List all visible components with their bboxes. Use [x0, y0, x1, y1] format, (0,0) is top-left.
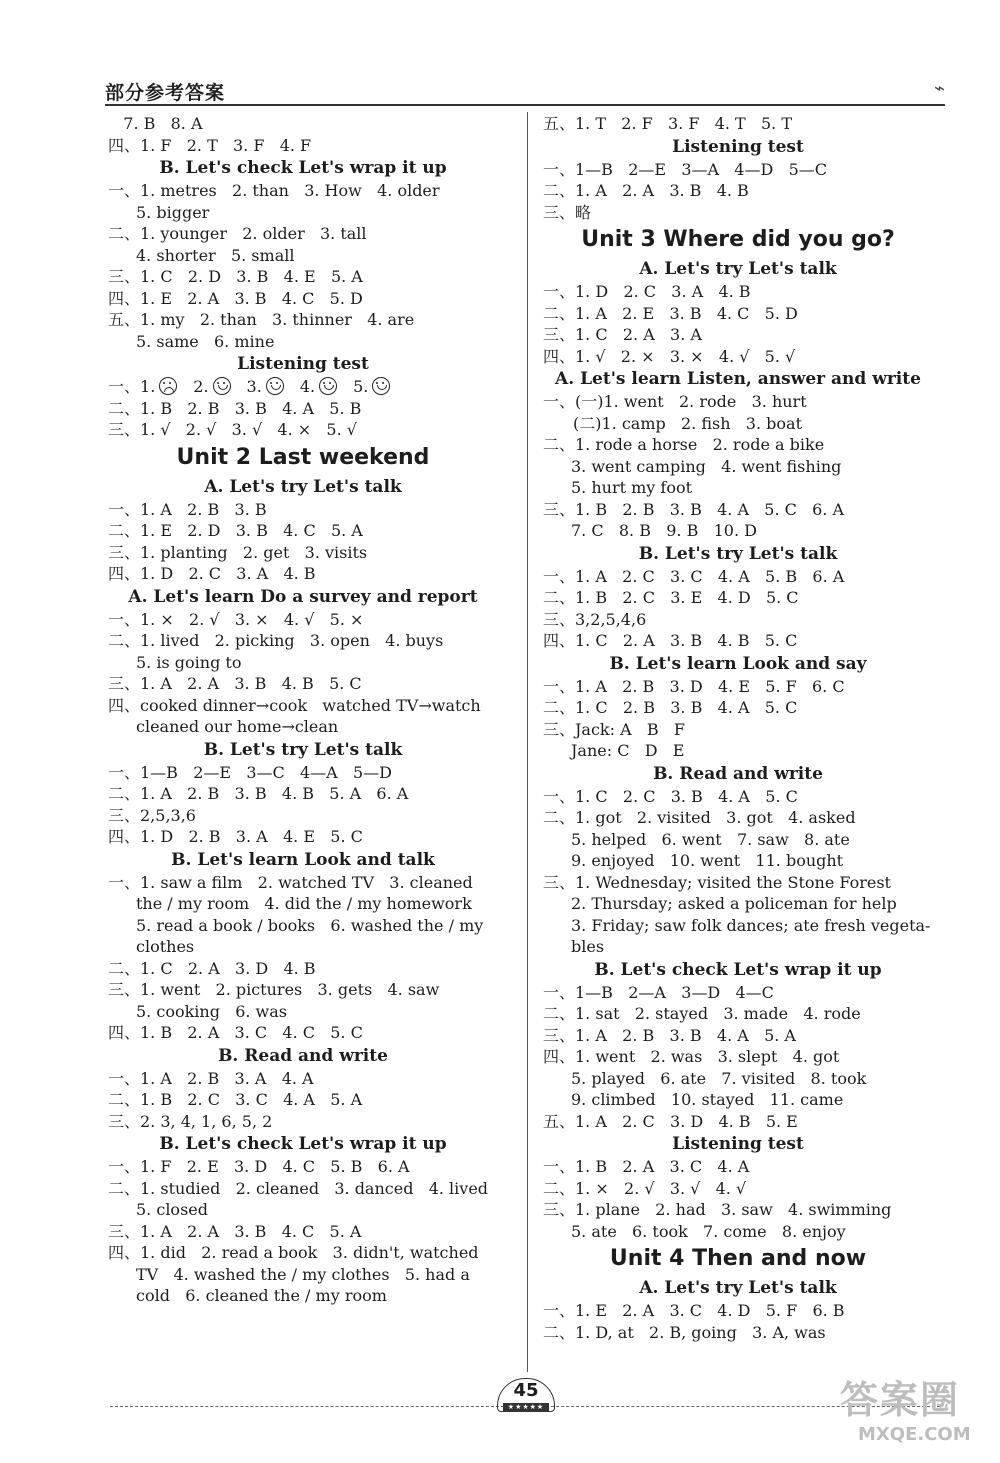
answer-line: 9. enjoyed 10. went 11. bought	[571, 851, 844, 870]
answer-line: 二、1. A 2. E 3. B 4. C 5. D	[543, 303, 798, 323]
answer-line: 五、1. my 2. than 3. thinner 4. are	[108, 310, 415, 329]
answer-line: 三、1. Wednesday; visited the Stone Forest	[543, 872, 891, 892]
answer-line: 二、1. younger 2. older 3. tall	[108, 224, 367, 243]
answer-line: 三、3,2,5,4,6	[543, 609, 647, 629]
section-heading: B. Let's check Let's wrap it up	[594, 959, 882, 980]
answer-line: 二、1. A 2. A 3. B 4. B	[543, 181, 749, 200]
answer-line: 三、1. went 2. pictures 3. gets 4. saw	[108, 980, 440, 999]
section-heading: A. Let's learn Do a survey and report	[128, 586, 478, 607]
answer-line: 三、1. A 2. A 3. B 4. B 5. C	[108, 674, 362, 693]
answer-line: 二、1. C 2. A 3. D 4. B	[108, 958, 316, 978]
answer-line: 5. bigger	[136, 202, 210, 222]
answer-line: 5. read a book / books 6. washed the / my	[136, 915, 484, 935]
answer-line: 三、1. plane 2. had 3. saw 4. swimming	[543, 1200, 892, 1219]
section-heading: A. Let's try Let's talk	[639, 1278, 837, 1298]
answer-line: 5. ate 6. took 7. come 8. enjoy	[571, 1221, 846, 1241]
answer-line: 2. Thursday; asked a policeman for help	[571, 894, 897, 913]
unit-title: Unit 2 Last weekend	[176, 444, 430, 470]
section-heading: Listening test	[237, 354, 369, 374]
answer-line: 四、1. D 2. B 3. A 4. E 5. C	[108, 827, 363, 846]
answer-line: 一、1. A 2. C 3. C 4. A 5. B 6. A	[543, 566, 845, 586]
answer-line: 5. is going to	[136, 652, 242, 672]
answer-line: 9. climbed 10. stayed 11. came	[571, 1090, 844, 1109]
answer-line: 二、1. B 2. B 3. B 4. A 5. B	[108, 398, 362, 418]
answer-number: 1.	[140, 377, 156, 396]
answer-line: 二、1. studied 2. cleaned 3. danced 4. lived	[108, 1178, 489, 1198]
answer-line: (二)1. camp 2. fish 3. boat	[573, 413, 803, 433]
answer-line: 一、1. B 2. A 3. C 4. A	[543, 1157, 750, 1176]
answer-line: 二、1. C 2. B 3. B 4. A 5. C	[543, 698, 798, 717]
answer-line: 二、1. A 2. B 3. B 4. B 5. A 6. A	[108, 784, 409, 803]
answer-number: 2.	[193, 377, 209, 396]
answer-line: 三、1. C 2. A 3. A	[543, 325, 702, 344]
watermark-url: MXQE.COM	[858, 1424, 971, 1445]
answer-line: 二、1. E 2. D 3. B 4. C 5. A	[108, 521, 363, 540]
section-heading: B. Read and write	[653, 763, 823, 784]
section-heading: A. Let's try Let's talk	[639, 259, 837, 279]
answer-line: 7. C 8. B 9. B 10. D	[571, 521, 757, 540]
section-heading: B. Let's learn Look and say	[609, 653, 867, 674]
left-column	[108, 113, 518, 1307]
answer-line: TV 4. washed the / my clothes 5. had a	[136, 1264, 470, 1284]
answer-number: 4.	[299, 377, 316, 396]
section-heading: B. Let's try Let's talk	[203, 739, 403, 760]
section-heading: A. Let's try Let's talk	[204, 476, 402, 497]
answer-line: the / my room 4. did the / my homework	[136, 894, 472, 913]
answer-line: 四、1. B 2. A 3. C 4. C 5. C	[108, 1023, 363, 1042]
section-heading: B. Read and write	[218, 1045, 388, 1066]
answer-line: 一、1. × 2. √ 3. × 4. √ 5. ×	[108, 609, 364, 629]
answer-line: 一、1—B 2—E 3—C 4—A 5—D	[108, 762, 392, 782]
answer-line: 5. cooking 6. was	[136, 1001, 287, 1021]
answer-line: 一、1—B 2—A 3—D 4—C	[543, 982, 774, 1002]
answer-line: 5. closed	[136, 1200, 208, 1219]
header-rule	[105, 104, 945, 106]
header-decoration-icon: ⌁	[934, 78, 945, 99]
answer-line: cleaned our home→clean	[136, 717, 339, 736]
answer-line: 四、1. C 2. A 3. B 4. B 5. C	[543, 631, 798, 650]
answer-line: 四、1. F 2. T 3. F 4. F	[108, 135, 312, 155]
answer-line: 一、1. F 2. E 3. D 4. C 5. B 6. A	[108, 1157, 410, 1176]
answer-line: 5. helped 6. went 7. saw 8. ate	[571, 829, 850, 849]
answer-number: 3.	[246, 377, 262, 396]
answer-line: 三、1. A 2. B 3. B 4. A 5. A	[543, 1025, 796, 1045]
section-heading: B. Let's learn Look and talk	[171, 849, 435, 870]
answer-line: 三、1. planting 2. get 3. visits	[108, 542, 368, 562]
happy-face-icon	[266, 377, 284, 395]
answer-line: 四、1. did 2. read a book 3. didn't, watched	[108, 1243, 479, 1262]
answer-line: 一、1—B 2—E 3—A 4—D 5—C	[543, 159, 827, 179]
page-number: 45	[513, 1380, 539, 1401]
answer-line: 三、2. 3, 4, 1, 6, 5, 2	[108, 1111, 273, 1131]
section-heading: Listening test	[672, 136, 804, 157]
section-heading: B. Let's try Let's talk	[638, 543, 838, 564]
answer-prefix: 一、	[108, 377, 141, 396]
watermark	[840, 1375, 990, 1455]
answer-line: 一、1. saw a film 2. watched TV 3. cleaned	[108, 872, 473, 892]
section-heading: B. Let's check Let's wrap it up	[159, 1134, 447, 1154]
answer-line: 二、1. B 2. C 3. E 4. D 5. C	[543, 588, 799, 607]
answer-line: 二、1. D, at 2. B, going 3. A, was	[543, 1322, 826, 1342]
page-header	[105, 78, 945, 106]
answer-line: 5. same 6. mine	[136, 331, 275, 351]
answer-line: 二、1. lived 2. picking 3. open 4. buys	[108, 631, 444, 650]
answer-line: 三、2,5,3,6	[108, 805, 196, 825]
answer-line: 5. hurt my foot	[571, 478, 693, 497]
happy-face-icon	[372, 377, 390, 395]
section-heading: A. Let's learn Listen, answer and write	[555, 369, 921, 389]
answer-line: 一、1. D 2. C 3. A 4. B	[543, 282, 751, 301]
unit-title: Unit 4 Then and now	[609, 1246, 867, 1271]
answer-line: 三、1. B 2. B 3. B 4. A 5. C 6. A	[543, 499, 845, 519]
answer-line: 一、(一)1. went 2. rode 3. hurt	[543, 392, 807, 411]
answer-line: bles	[571, 937, 605, 956]
answer-line: cold 6. cleaned the / my room	[136, 1286, 387, 1305]
unit-title: Unit 3 Where did you go?	[581, 227, 895, 252]
answer-line: 3. Friday; saw folk dances; ate fresh vegeta-	[571, 915, 931, 935]
happy-face-icon	[213, 377, 231, 395]
column-divider	[527, 112, 528, 1372]
answer-line: 五、1. A 2. C 3. D 4. B 5. E	[543, 1111, 798, 1131]
answer-line: 四、cooked dinner→cook watched TV→watch	[108, 695, 481, 715]
answer-line: clothes	[136, 937, 195, 956]
sad-face-icon	[159, 377, 177, 395]
header-title: 部分参考答案	[105, 82, 226, 104]
answer-line: 三、略	[543, 202, 592, 222]
answer-line: 三、1. C 2. D 3. B 4. E 5. A	[108, 267, 363, 286]
answer-line: 三、1. √ 2. √ 3. √ 4. × 5. √	[108, 420, 357, 439]
answer-line: 四、1. √ 2. × 3. × 4. √ 5. √	[543, 346, 796, 366]
answer-line: 一、1. C 2. C 3. B 4. A 5. C	[543, 786, 798, 806]
watermark-logo: 答案圈	[840, 1378, 961, 1422]
answer-line: 四、1. E 2. A 3. B 4. C 5. D	[108, 288, 363, 308]
answer-line: 二、1. rode a horse 2. rode a bike	[543, 435, 825, 454]
section-heading: Listening test	[672, 1134, 804, 1154]
answer-line: 二、1. got 2. visited 3. got 4. asked	[543, 808, 856, 827]
answer-number: 5.	[353, 377, 369, 396]
right-column	[543, 113, 953, 1343]
answer-line: 三、Jack: A B F	[543, 719, 686, 739]
answer-line: 一、1. A 2. B 3. B	[108, 499, 267, 519]
answer-line: 一、1. A 2. B 3. D 4. E 5. F 6. C	[543, 676, 845, 696]
answer-line	[108, 376, 518, 398]
answer-line: 五、1. T 2. F 3. F 4. T 5. T	[543, 114, 793, 133]
answer-line: 四、1. D 2. C 3. A 4. B	[108, 564, 316, 583]
answer-line: 3. went camping 4. went fishing	[571, 456, 842, 476]
section-heading: B. Let's check Let's wrap it up	[159, 158, 447, 178]
answer-line: 三、1. A 2. A 3. B 4. C 5. A	[108, 1221, 362, 1241]
answer-line: 一、1. A 2. B 3. A 4. A	[108, 1068, 314, 1088]
answer-line: Jane: C D E	[571, 741, 685, 760]
happy-face-icon	[319, 377, 337, 395]
answer-line: 二、1. × 2. √ 3. √ 4. √	[543, 1178, 747, 1198]
answer-line: 一、1. metres 2. than 3. How 4. older	[108, 181, 440, 200]
answer-line: 5. played 6. ate 7. visited 8. took	[571, 1068, 867, 1088]
answer-line: 二、1. B 2. C 3. C 4. A 5. A	[108, 1090, 363, 1109]
answer-line: 一、1. E 2. A 3. C 4. D 5. F 6. B	[543, 1301, 845, 1320]
answer-line: 7. B 8. A	[108, 114, 203, 133]
page-stars: ★★★★★	[503, 1403, 549, 1411]
answer-line: 4. shorter 5. small	[136, 245, 295, 265]
answer-line: 四、1. went 2. was 3. slept 4. got	[543, 1047, 840, 1066]
answer-line: 二、1. sat 2. stayed 3. made 4. rode	[543, 1004, 861, 1023]
